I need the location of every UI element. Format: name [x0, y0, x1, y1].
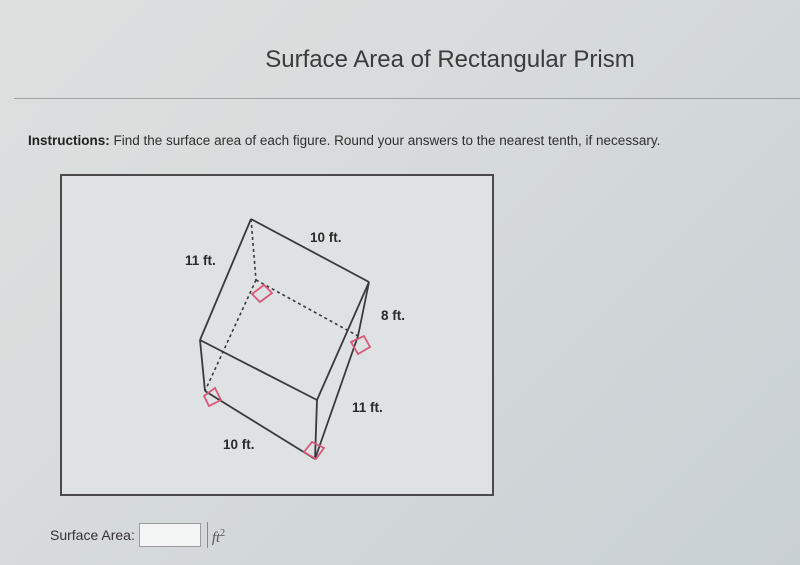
- edge-top-back: [251, 219, 369, 282]
- instructions-lead: Instructions:: [28, 133, 110, 148]
- surface-area-label: Surface Area:: [50, 527, 135, 543]
- right-angle-marker-right: [351, 336, 370, 354]
- hidden-edge-vertical: [251, 219, 256, 280]
- prism-figure-box: [60, 174, 494, 496]
- label-bottom-length: 10 ft.: [223, 437, 255, 452]
- label-right-height: 8 ft.: [381, 308, 406, 323]
- edge-front-left: [200, 340, 205, 391]
- edge-front-right: [315, 400, 317, 459]
- hidden-edge-horizontal: [256, 280, 358, 336]
- hidden-edge-depth: [205, 280, 256, 391]
- edge-top-front: [200, 340, 317, 400]
- instructions-text: Find the surface area of each figure. Round your answers to the nearest tenth, if necessary.: [109, 133, 661, 148]
- visible-edges: [200, 219, 369, 459]
- edge-top-left: [200, 219, 251, 340]
- unit-label: [212, 528, 225, 547]
- surface-area-input[interactable]: [139, 523, 201, 547]
- edge-back-right: [358, 282, 369, 336]
- unit-exponent: 2: [220, 527, 226, 539]
- right-angle-marker-back: [252, 285, 272, 302]
- page-title: Surface Area of Rectangular Prism: [265, 46, 635, 73]
- label-bottom-right-width: 11 ft.: [352, 400, 383, 415]
- edge-bottom-front: [205, 391, 315, 459]
- title-divider: [14, 98, 800, 99]
- right-angle-marker-left: [204, 388, 221, 406]
- answer-row: [50, 520, 225, 550]
- prism-diagram: [62, 176, 492, 494]
- label-top-left-height: 11 ft.: [185, 253, 216, 268]
- edge-top-right: [317, 282, 369, 400]
- label-top-length: 10 ft.: [310, 230, 342, 245]
- instructions: [28, 133, 788, 148]
- unit-base: ft: [211, 529, 221, 546]
- unit-divider: [207, 522, 208, 548]
